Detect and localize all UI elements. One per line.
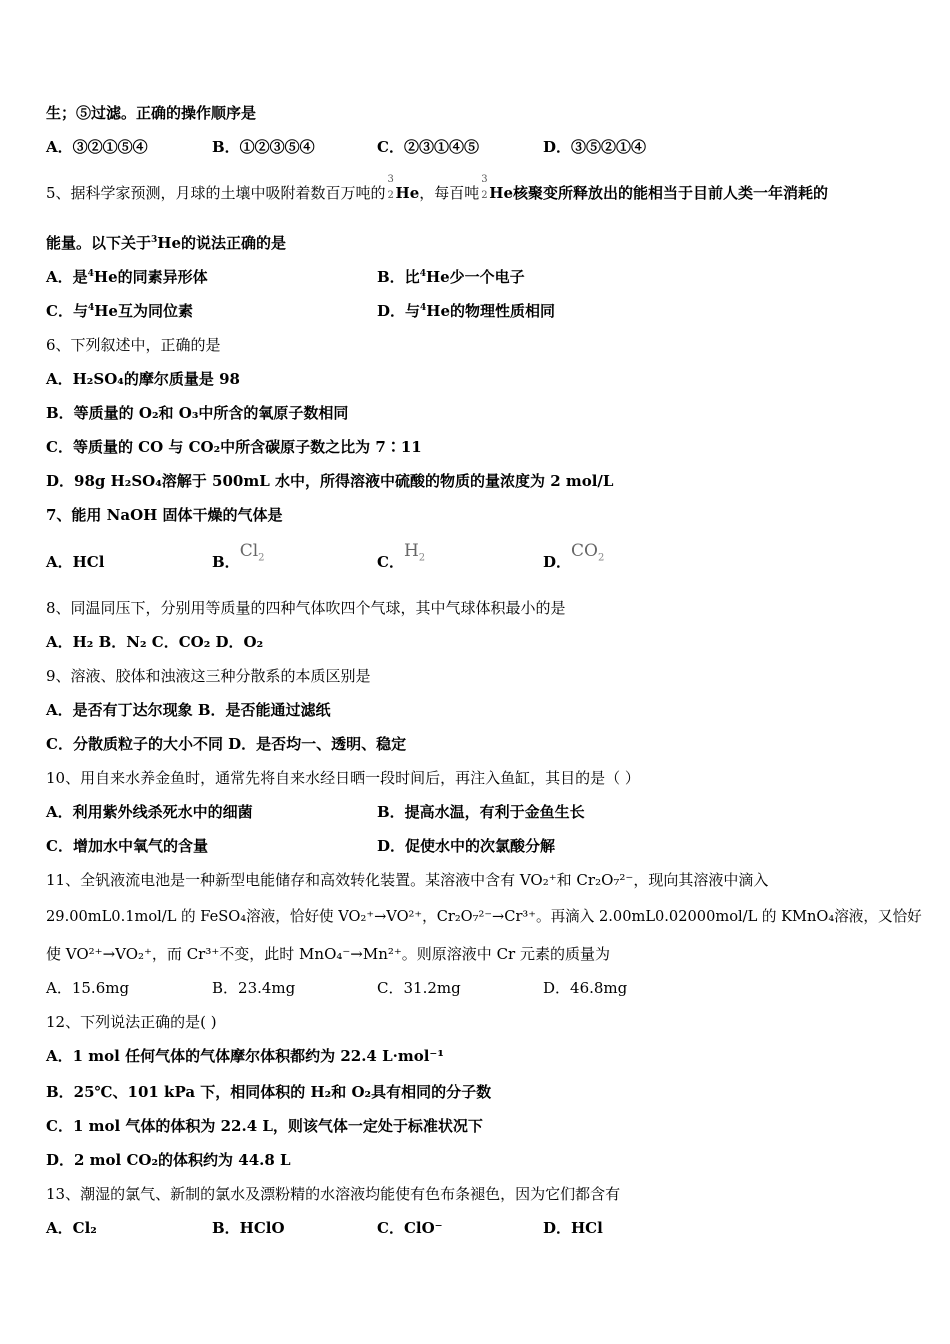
q13-option-a[interactable]: A．Cl₂ [46,1219,97,1237]
q11-option-c[interactable]: C．31.2mg [377,979,461,997]
q7-option-a[interactable]: A．HCl [46,553,105,571]
q12-option-c[interactable]: C．1 mol 气体的体积为 22.4 L，则该气体一定处于标准状况下 [46,1117,483,1135]
q5-option-d[interactable]: D．与$^4$He的物理性质相同 [377,302,556,320]
q5-stem-line1 [46,174,829,204]
q10-option-c[interactable]: C．增加水中氧气的含量 [46,837,208,855]
q9-options-cd[interactable]: C．分散质粒子的大小不同 D．是否均一、透明、稳定 [46,735,407,753]
q13-stem: 13、潮湿的氯气、新制的氯水及漂粉精的水溶液均能使有色布条褪色，因为它们都含有 [46,1185,621,1203]
q6-stem: 6、下列叙述中，正确的是 [46,336,221,354]
q9-stem: 9、溶液、胶体和浊液这三种分散系的本质区别是 [46,667,371,685]
he-symbol-1: He [395,184,420,202]
q11-stem-line1: 11、全钒液流电池是一种新型电能储存和高效转化装置。某溶液中含有 VO₂⁺和 Cr₂O₇²⁻，现向其溶液中滴入 [46,871,769,889]
q7-option-c[interactable]: C．$H_2$ [377,541,426,571]
q7-stem: 7、能用 NaOH 固体干燥的气体是 [46,506,283,524]
isotope-he3-notation-2: 3 2 [481,174,488,201]
q5-stem-text-2: ，每百吨 [419,184,480,202]
q13-option-c[interactable]: C．ClO⁻ [377,1219,443,1237]
he-symbol-2: He [489,184,513,202]
q11-option-a[interactable]: A．15.6mg [46,979,130,997]
q10-option-d[interactable]: D．促使水中的次氯酸分解 [377,837,556,855]
q5-stem-line2: 能量。以下关于$^3$He的说法正确的是 [46,234,287,252]
q13-option-b[interactable]: B．HClO [212,1219,285,1237]
q12-option-b[interactable]: B．25℃、101 kPa 下，相同体积的 H₂和 O₂具有相同的分子数 [46,1083,492,1101]
q9-options-ab[interactable]: A．是否有丁达尔现象 B．是否能通过滤纸 [46,701,331,719]
q5-stem-text-1: 5、据科学家预测，月球的土壤中吸附着数百万吨的 [46,184,386,202]
q6-option-b[interactable]: B．等质量的 O₂和 O₃中所含的氧原子数相同 [46,404,349,422]
q11-stem-line3: 使 VO²⁺→VO₂⁺，而 Cr³⁺不变，此时 MnO₄⁻→Mn²⁺。则原溶液中 Cr 元素的质量为 [46,945,610,963]
isotope-he3-notation-1: 3 2 [387,174,394,201]
q10-option-b[interactable]: B．提高水温，有利于金鱼生长 [377,803,585,821]
q7-option-d[interactable]: D．$CO_2$ [543,541,605,571]
q5-option-a[interactable]: A．是$^4$He的同素异形体 [46,268,208,286]
q11-option-d[interactable]: D．46.8mg [543,979,628,997]
q10-stem: 10、用自来水养金鱼时，通常先将自来水经日晒一段时间后，再注入鱼缸，其目的是（ ） [46,769,640,787]
q7-option-b[interactable]: B．$Cl_2$ [212,541,265,571]
q12-option-d[interactable]: D．2 mol CO₂的体积约为 44.8 L [46,1151,291,1169]
q12-stem: 12、下列说法正确的是( ) [46,1013,217,1031]
q4-option-d[interactable]: D．③⑤②①④ [543,138,647,156]
q6-option-c[interactable]: C．等质量的 CO 与 CO₂中所含碳原子数之比为 7∶11 [46,438,422,456]
q8-options[interactable]: A．H₂ B．N₂ C．CO₂ D．O₂ [46,633,264,651]
q8-stem: 8、同温同压下，分别用等质量的四种气体吹四个气球，其中气球体积最小的是 [46,599,566,617]
q6-option-d[interactable]: D．98g H₂SO₄溶解于 500mL 水中，所得溶液中硫酸的物质的量浓度为 2 mol/L [46,472,614,490]
q6-option-a[interactable]: A．H₂SO₄的摩尔质量是 98 [46,370,240,388]
q11-stem-line2: 29.00mL0.1mol/L 的 FeSO₄溶液，恰好使 VO₂⁺→VO²⁺，Cr₂O₇²⁻→Cr³⁺。再滴入 2.00mL0.02000mol/L 的 KMnO₄溶液，又恰好 [46,908,922,925]
q4-option-c[interactable]: C．②③①④⑤ [377,138,479,156]
q4-option-a[interactable]: A．③②①⑤④ [46,138,148,156]
q12-option-a[interactable]: A．1 mol 任何气体的气体摩尔体积都约为 22.4 L·mol⁻¹ [46,1047,444,1065]
q11-option-b[interactable]: B．23.4mg [212,979,296,997]
q5-option-b[interactable]: B．比$^4$He少一个电子 [377,268,525,286]
q10-option-a[interactable]: A．利用紫外线杀死水中的细菌 [46,803,253,821]
q4-tail-text: 生；⑤过滤。正确的操作顺序是 [46,104,257,122]
q5-option-c[interactable]: C．与$^4$He互为同位素 [46,302,193,320]
q5-stem-text-3: 核聚变所释放出的能相当于目前人类一年消耗的 [513,184,829,202]
q13-option-d[interactable]: D．HCl [543,1219,603,1237]
q4-option-b[interactable]: B．①②③⑤④ [212,138,315,156]
